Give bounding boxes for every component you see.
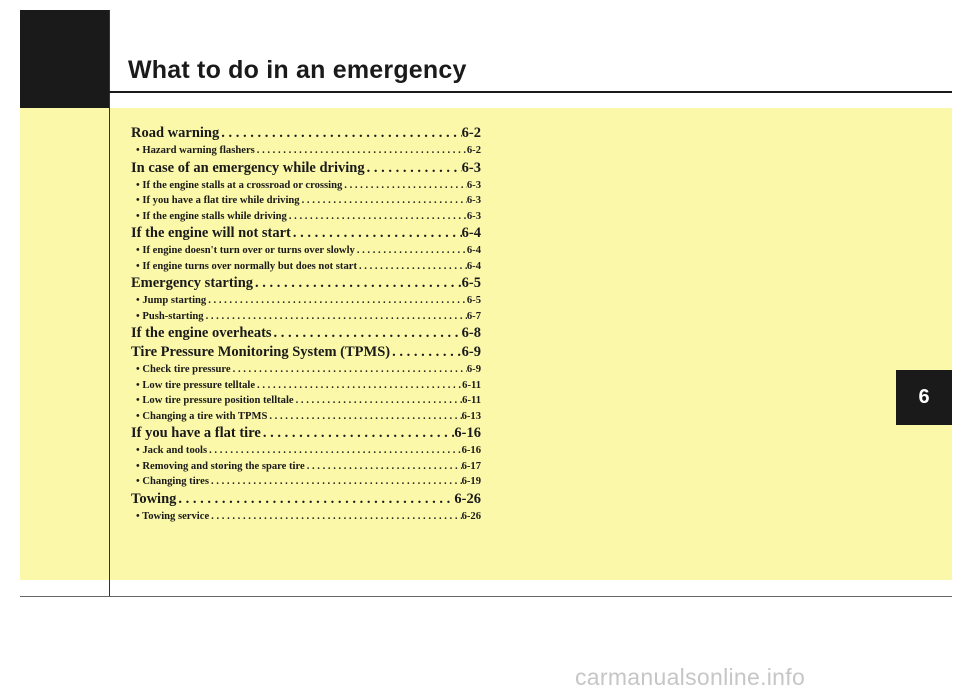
toc-subentry[interactable] — [131, 293, 481, 309]
toc-page-number: 6-3 — [466, 210, 481, 222]
toc-page-number: 6-11 — [462, 395, 481, 406]
toc-subentry[interactable] — [131, 378, 481, 394]
toc-label: If the engine overheats — [131, 325, 272, 341]
toc-label: • Towing service — [136, 510, 210, 522]
toc-leader-dots — [294, 393, 463, 409]
toc-leader-dots — [272, 324, 462, 343]
toc-subentry[interactable] — [131, 259, 481, 275]
toc-leader-dots — [255, 378, 462, 394]
toc-page-number: 6-9 — [466, 364, 481, 375]
toc-label: • If engine doesn't turn over or turns over slowly — [136, 245, 355, 256]
toc-page-number: 6-3 — [466, 179, 481, 191]
toc-label: • Changing a tire with TPMS — [136, 410, 268, 422]
toc-entry[interactable] — [131, 343, 481, 362]
toc-page-number: 6-17 — [461, 460, 481, 472]
toc-page-number: 6-4 — [461, 225, 481, 241]
toc-page-number: 6-26 — [454, 490, 481, 507]
toc-leader-dots — [390, 343, 462, 362]
toc-page-number: 6-11 — [462, 379, 481, 391]
toc-entry[interactable] — [131, 424, 481, 443]
toc-leader-dots — [342, 178, 467, 194]
toc-page-number: 6-19 — [461, 476, 481, 487]
toc-leader-dots — [267, 409, 461, 425]
toc-leader-dots — [357, 259, 467, 275]
toc-leader-dots — [176, 490, 454, 509]
table-of-contents — [131, 124, 481, 524]
chapter-tab[interactable]: 6 — [896, 370, 952, 425]
toc-entry[interactable] — [131, 274, 481, 293]
toc-label: If you have a flat tire — [131, 425, 261, 441]
toc-page-number: 6-16 — [461, 445, 481, 456]
toc-page-number: 6-2 — [466, 145, 481, 156]
toc-leader-dots — [287, 209, 467, 225]
toc-entry[interactable] — [131, 124, 481, 143]
toc-subentry[interactable] — [131, 193, 481, 209]
toc-label: • If the engine stalls while driving — [136, 210, 287, 222]
toc-page-number: 6-2 — [461, 125, 481, 141]
toc-label: Road warning — [131, 125, 220, 141]
toc-subentry[interactable] — [131, 443, 481, 459]
toc-leader-dots — [209, 474, 462, 490]
bottom-rule — [20, 596, 952, 597]
toc-page-number: 6-4 — [466, 245, 481, 256]
toc-leader-dots — [365, 159, 462, 178]
toc-label: • Check tire pressure — [136, 364, 231, 375]
toc-subentry[interactable] — [131, 393, 481, 409]
toc-subentry[interactable] — [131, 178, 481, 194]
toc-page-number: 6-13 — [461, 410, 481, 422]
corner-block — [20, 10, 109, 108]
title-rule — [109, 91, 952, 93]
toc-page-number: 6-8 — [461, 325, 481, 341]
toc-page-number: 6-9 — [461, 344, 481, 360]
toc-label: • Push-starting — [136, 310, 204, 322]
toc-label: • Jump starting — [136, 295, 207, 306]
toc-leader-dots — [291, 224, 462, 243]
watermark: carmanualsonline.info — [575, 664, 806, 690]
toc-page-number: 6-7 — [466, 310, 481, 322]
toc-label: • Low tire pressure position telltale — [136, 395, 294, 406]
toc-page-number: 6-3 — [466, 195, 481, 206]
toc-page-number: 6-16 — [454, 425, 481, 441]
toc-label: • If you have a flat tire while driving — [136, 195, 300, 206]
toc-leader-dots — [253, 274, 462, 293]
toc-label: Tire Pressure Monitoring System (TPMS) — [131, 344, 391, 360]
toc-subentry[interactable] — [131, 474, 481, 490]
toc-label: Emergency starting — [131, 275, 254, 291]
toc-label: • Low tire pressure telltale — [136, 379, 256, 391]
toc-label: Towing — [131, 490, 177, 507]
margin-line — [109, 10, 110, 597]
toc-subentry[interactable] — [131, 209, 481, 225]
toc-subentry[interactable] — [131, 143, 481, 159]
toc-label: If the engine will not start — [131, 225, 291, 241]
toc-leader-dots — [355, 243, 467, 259]
toc-leader-dots — [305, 459, 462, 475]
toc-label: • Removing and storing the spare tire — [136, 460, 305, 472]
toc-page-number: 6-4 — [466, 260, 481, 272]
toc-subentry[interactable] — [131, 409, 481, 425]
toc-subentry[interactable] — [131, 309, 481, 325]
toc-entry[interactable] — [131, 224, 481, 243]
toc-label: • Changing tires — [136, 476, 209, 487]
toc-entry[interactable] — [131, 490, 481, 509]
toc-leader-dots — [219, 124, 461, 143]
toc-subentry[interactable] — [131, 362, 481, 378]
toc-leader-dots — [207, 443, 461, 459]
toc-subentry[interactable] — [131, 459, 481, 475]
toc-leader-dots — [255, 143, 467, 159]
toc-leader-dots — [231, 362, 467, 378]
toc-page-number: 6-26 — [461, 510, 481, 522]
toc-leader-dots — [209, 509, 461, 525]
toc-page-number: 6-5 — [461, 275, 481, 291]
toc-leader-dots — [300, 193, 467, 209]
toc-entry[interactable] — [131, 159, 481, 178]
toc-label: • Hazard warning flashers — [136, 145, 255, 156]
toc-label: • Jack and tools — [136, 445, 208, 456]
toc-label: • If the engine stalls at a crossroad or crossing — [136, 179, 343, 191]
toc-leader-dots — [204, 309, 467, 325]
toc-label: In case of an emergency while driving — [131, 159, 365, 176]
toc-label: • If engine turns over normally but does not start — [136, 260, 357, 272]
toc-leader-dots — [261, 424, 455, 443]
toc-page-number: 6-3 — [461, 159, 481, 176]
toc-entry[interactable] — [131, 324, 481, 343]
toc-subentry[interactable] — [131, 243, 481, 259]
toc-leader-dots — [206, 293, 467, 309]
page-title: What to do in an emergency — [128, 56, 467, 84]
toc-page-number: 6-5 — [466, 295, 481, 306]
toc-subentry[interactable] — [131, 509, 481, 525]
